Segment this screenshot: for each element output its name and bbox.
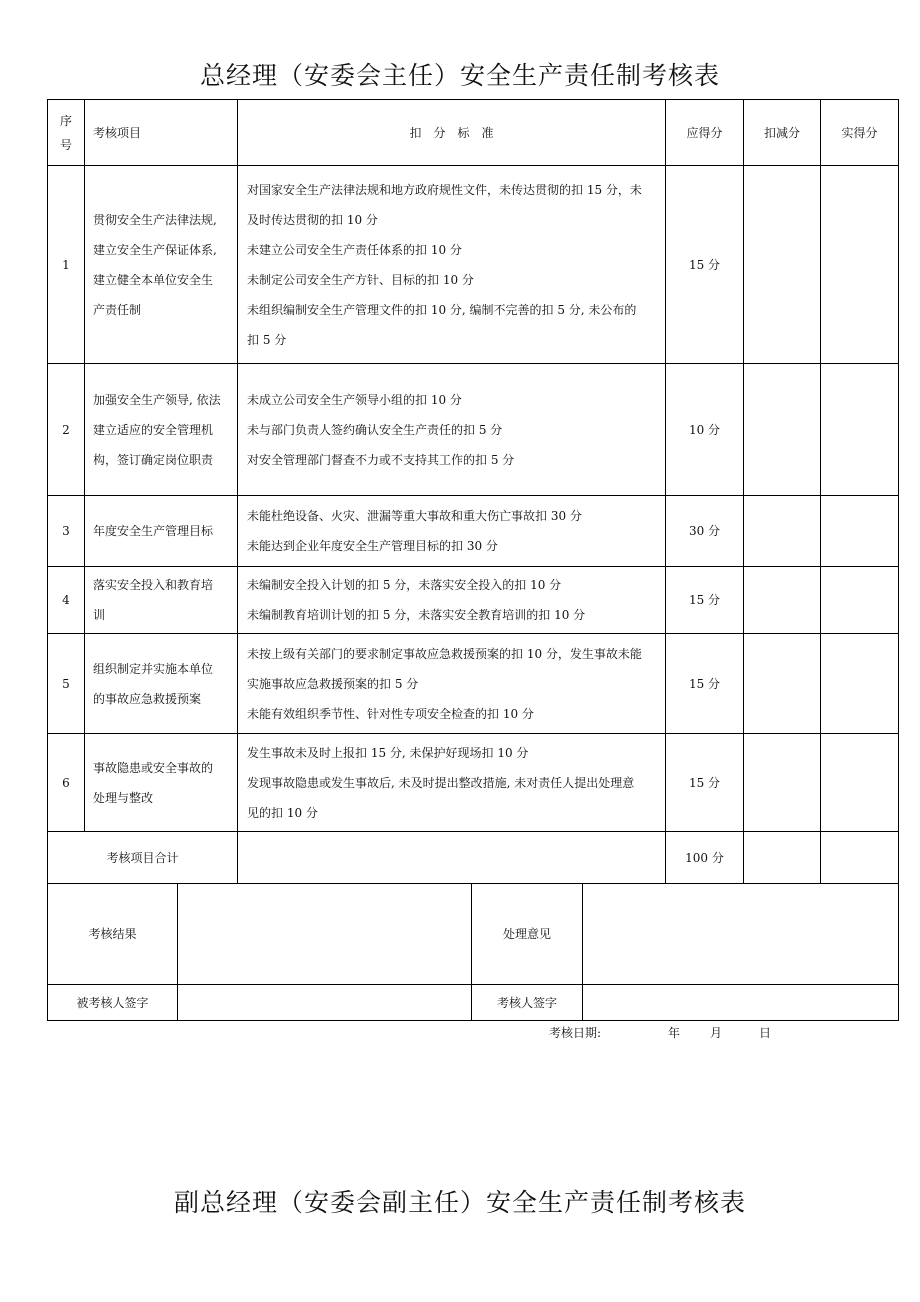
row-actual-score-cell[interactable] [821, 496, 899, 567]
examiner-sign-label: 考核人签字 [472, 985, 583, 1021]
row-actual-score-cell[interactable] [821, 634, 899, 734]
date-year: 年 [668, 1026, 681, 1040]
header-criteria: 扣 分 标 准 [238, 100, 666, 166]
table-row [48, 634, 899, 734]
row-deducted-score-cell[interactable] [744, 634, 821, 734]
row-actual-score-cell[interactable] [821, 364, 899, 496]
row-seq: 3 [48, 496, 85, 567]
header-seq: 序 号 [48, 100, 85, 166]
total-criteria-cell [238, 832, 666, 884]
opinion-field[interactable] [583, 884, 899, 985]
row-full-score: 15 分 [666, 634, 744, 734]
result-label: 考核结果 [48, 884, 178, 985]
row-seq: 2 [48, 364, 85, 496]
row-item: 年度安全生产管理目标 [85, 496, 238, 567]
date-month: 月 [710, 1026, 723, 1040]
assessment-date-line [0, 1024, 920, 1044]
table-header-row [48, 100, 899, 166]
result-row [48, 884, 899, 985]
row-item: 组织制定并实施本单位 的事故应急救援预案 [85, 634, 238, 734]
row-item: 加强安全生产领导, 依法 建立适应的安全管理机 构，签订确定岗位职责 [85, 364, 238, 496]
opinion-label: 处理意见 [472, 884, 583, 985]
row-full-score: 10 分 [666, 364, 744, 496]
examiner-sign-field[interactable] [583, 985, 899, 1021]
header-actual-score: 实得分 [821, 100, 899, 166]
row-seq: 4 [48, 567, 85, 634]
row-actual-score-cell[interactable] [821, 166, 899, 364]
row-deducted-score-cell[interactable] [744, 166, 821, 364]
row-deducted-score-cell[interactable] [744, 567, 821, 634]
result-field[interactable] [178, 884, 472, 985]
row-criteria: 对国家安全生产法律法规和地方政府规性文件，未传达贯彻的扣 15 分，未 及时传达贯彻的扣 10 分 未建立公司安全生产责任体系的扣 10 分 未制定公司安全生产方针、目标的扣 10 分 未组织编制安全生产管理文件的扣 10 分, 编制不完善的扣 5 分, 未公布的 扣 5 分 [238, 166, 666, 364]
total-actual-cell[interactable] [821, 832, 899, 884]
row-criteria: 未能杜绝设备、火灾、泄漏等重大事故和重大伤亡事故扣 30 分 未能达到企业年度安全生产管理目标的扣 30 分 [238, 496, 666, 567]
header-item: 考核项目 [85, 100, 238, 166]
date-day: 日 [759, 1026, 772, 1040]
date-label: 考核日期: [549, 1026, 602, 1040]
row-deducted-score-cell[interactable] [744, 496, 821, 567]
table-row [48, 567, 899, 634]
row-item: 落实安全投入和教育培 训 [85, 567, 238, 634]
row-seq: 1 [48, 166, 85, 364]
row-item: 事故隐患或安全事故的 处理与整改 [85, 734, 238, 832]
row-full-score: 15 分 [666, 734, 744, 832]
table-row [48, 496, 899, 567]
examinee-sign-label: 被考核人签字 [48, 985, 178, 1021]
table-row [48, 364, 899, 496]
header-deducted-score: 扣减分 [744, 100, 821, 166]
next-form-title: 副总经理（安委会副主任）安全生产责任制考核表 [173, 1188, 746, 1217]
total-score: 100 分 [666, 832, 744, 884]
row-item: 贯彻安全生产法律法规, 建立安全生产保证体系, 建立健全本单位安全生 产责任制 [85, 166, 238, 364]
examinee-sign-field[interactable] [178, 985, 472, 1021]
row-seq: 5 [48, 634, 85, 734]
row-deducted-score-cell[interactable] [744, 364, 821, 496]
row-criteria: 未按上级有关部门的要求制定事故应急救援预案的扣 10 分，发生事故未能 实施事故应急救援预案的扣 5 分 未能有效组织季节性、针对性专项安全检查的扣 10 分 [238, 634, 666, 734]
row-full-score: 15 分 [666, 567, 744, 634]
signature-row [48, 985, 899, 1021]
row-actual-score-cell[interactable] [821, 567, 899, 634]
table-row [48, 734, 899, 832]
row-full-score: 30 分 [666, 496, 744, 567]
total-label: 考核项目合计 [48, 832, 238, 884]
row-deducted-score-cell[interactable] [744, 734, 821, 832]
total-deducted-cell[interactable] [744, 832, 821, 884]
row-criteria: 未编制安全投入计划的扣 5 分，未落实安全投入的扣 10 分 未编制教育培训计划的扣 5 分，未落实安全教育培训的扣 10 分 [238, 567, 666, 634]
row-actual-score-cell[interactable] [821, 734, 899, 832]
total-row [48, 832, 899, 884]
row-seq: 6 [48, 734, 85, 832]
header-full-score: 应得分 [666, 100, 744, 166]
form-title: 总经理（安委会主任）安全生产责任制考核表 [199, 61, 720, 90]
row-full-score: 15 分 [666, 166, 744, 364]
row-criteria: 发生事故未及时上报扣 15 分, 未保护好现场扣 10 分 发现事故隐患或发生事故后, 未及时提出整改措施, 未对责任人提出处理意 见的扣 10 分 [238, 734, 666, 832]
signature-table [47, 883, 899, 1021]
assessment-table [47, 99, 899, 884]
row-criteria: 未成立公司安全生产领导小组的扣 10 分 未与部门负责人签约确认安全生产责任的扣 5 分 对安全管理部门督查不力或不支持其工作的扣 5 分 [238, 364, 666, 496]
table-row [48, 166, 899, 364]
